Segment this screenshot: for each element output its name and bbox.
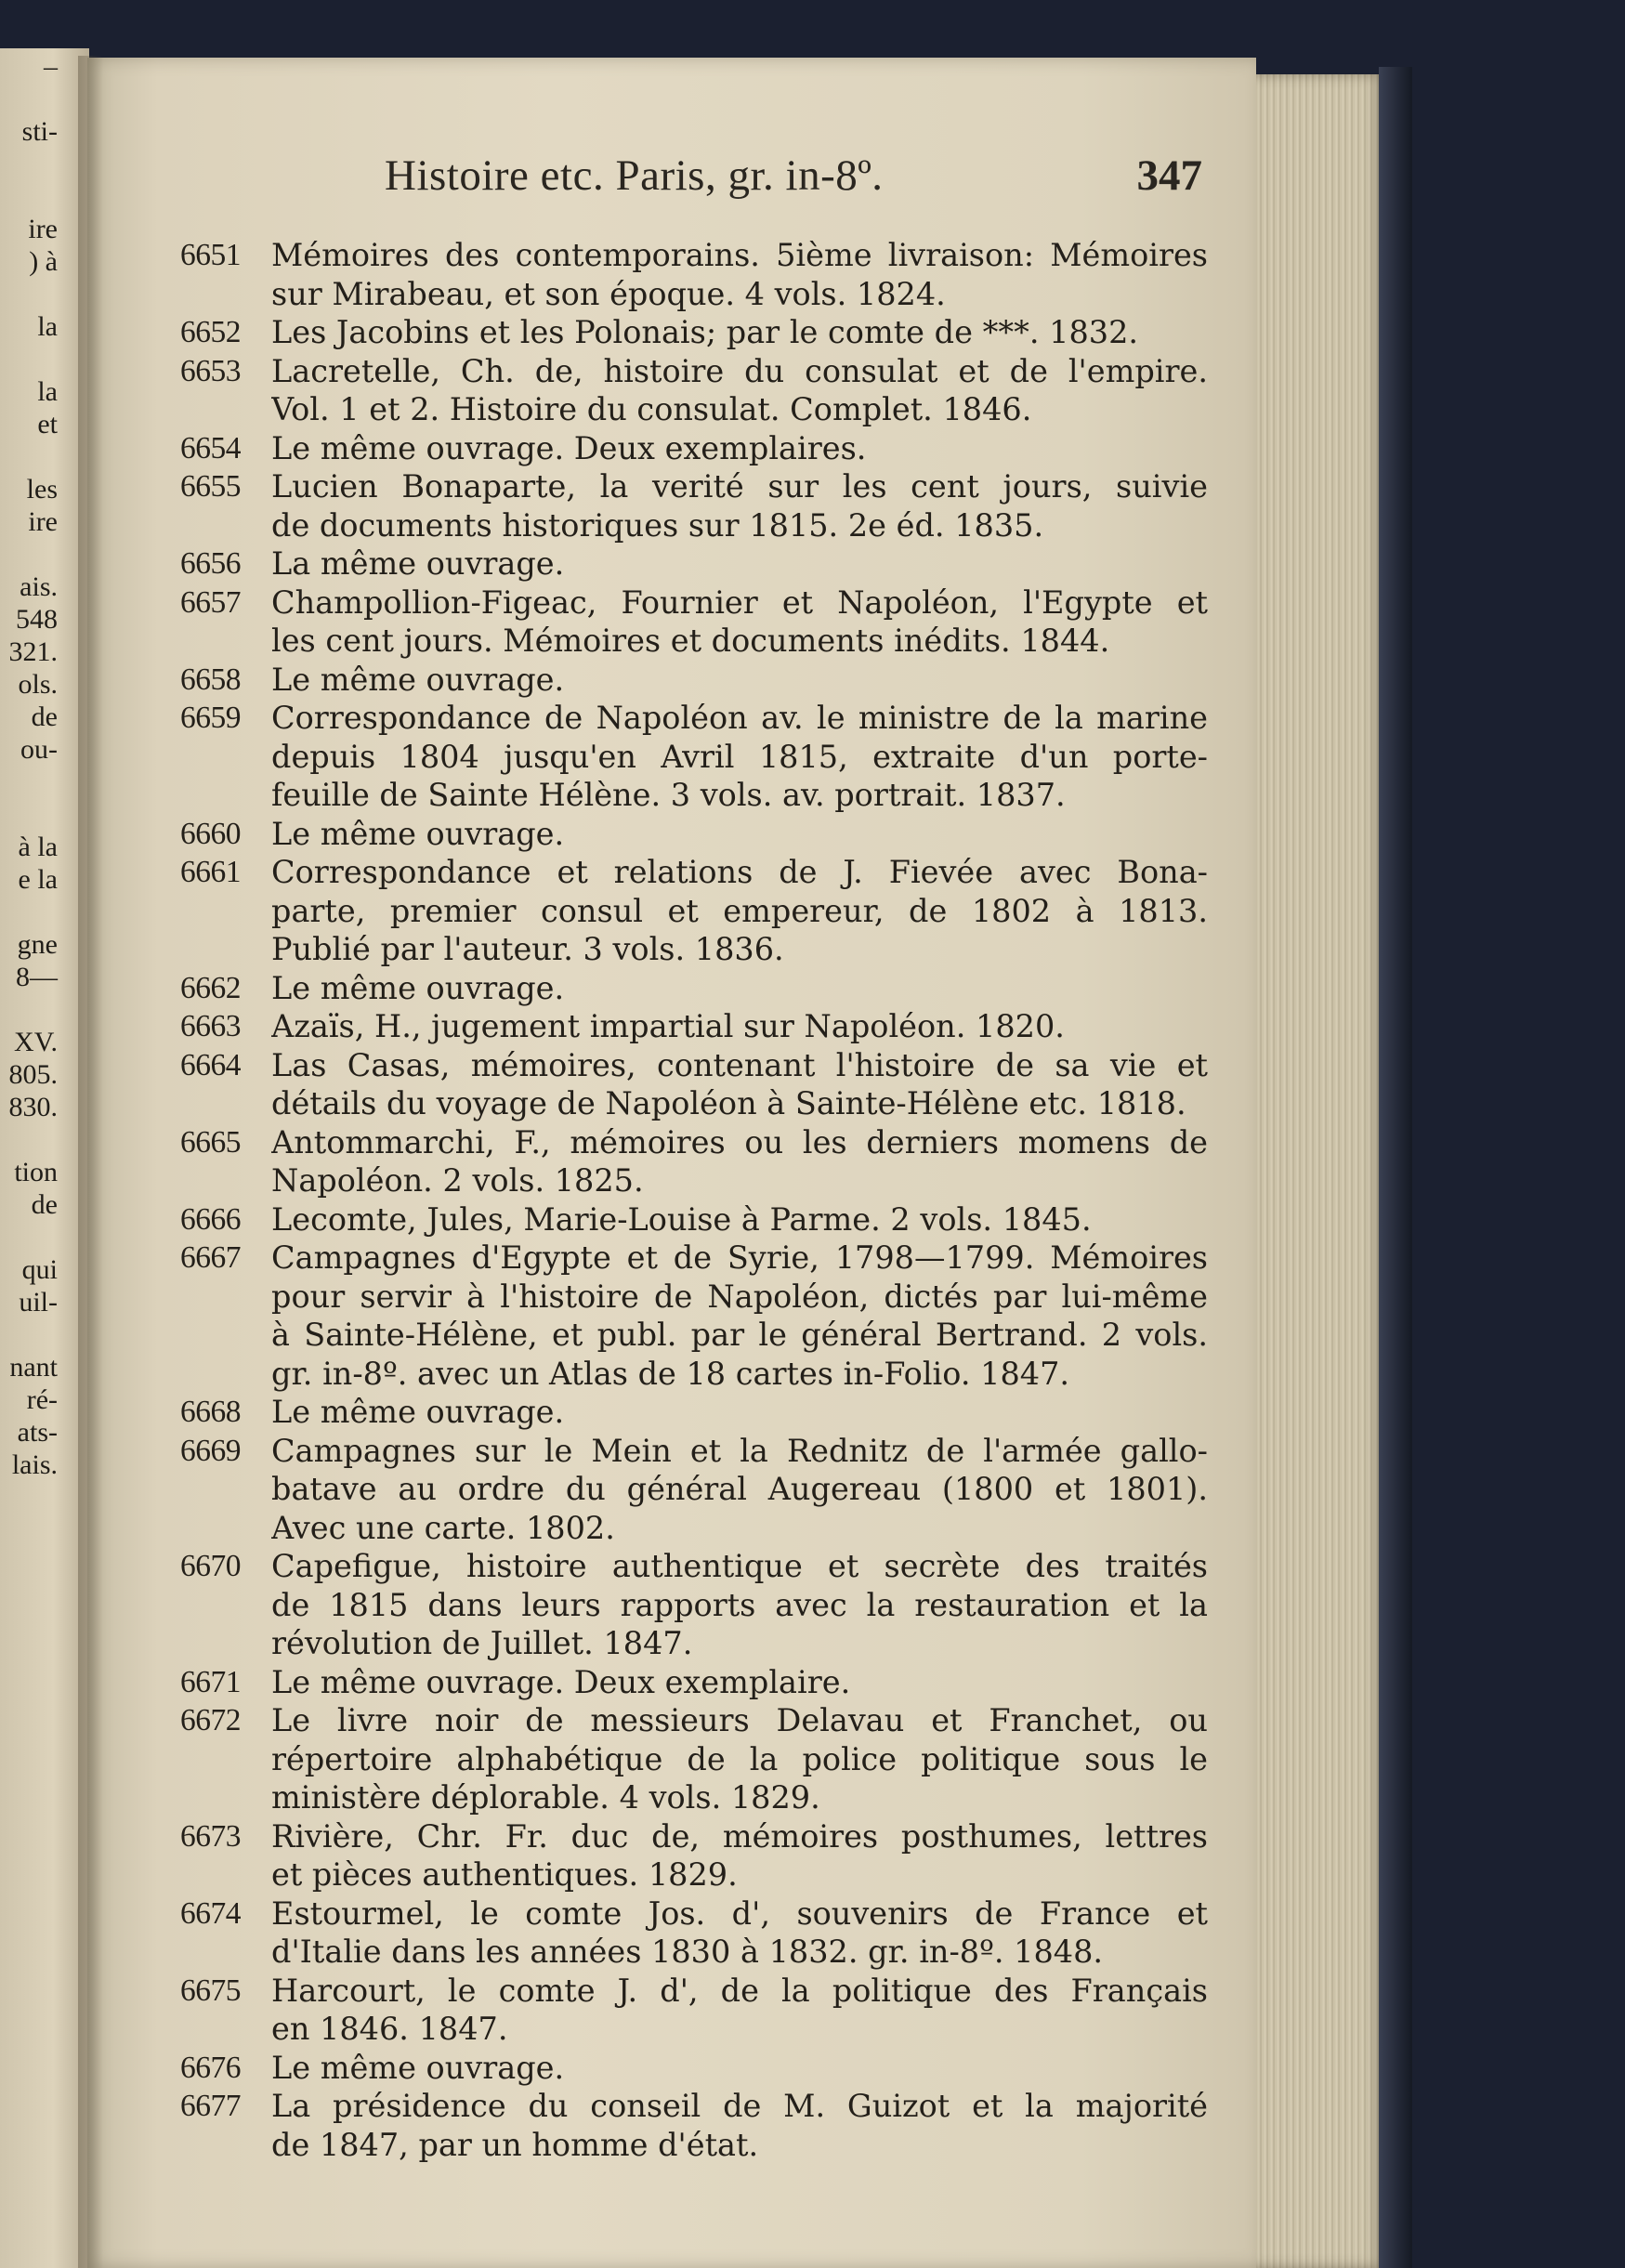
entry-line: Rivière, Chr. Fr. duc de, mémoires posthumes, lettres xyxy=(271,1817,1208,1855)
entry-text xyxy=(271,1701,1208,1817)
catalogue-entry xyxy=(180,313,1208,352)
entry-number: 6666 xyxy=(180,1201,241,1237)
entry-line: Estourmel, le comte Jos. d', souvenirs de France et xyxy=(271,1894,1208,1932)
catalogue-entry xyxy=(180,1200,1208,1239)
entry-line: Le même ouvrage. xyxy=(271,969,565,1006)
entry-number: 6651 xyxy=(180,238,241,272)
entry-text xyxy=(271,1547,1208,1663)
running-header-title: Histoire etc. Paris, gr. in-8º. xyxy=(385,151,884,200)
entry-line: Le même ouvrage. xyxy=(271,815,565,852)
entry-line: Lucien Bonaparte, la verité sur les cent jours, suivie xyxy=(271,468,1208,505)
entry-line: d'Italie dans les années 1830 à 1832. gr. in-8º. 1848. xyxy=(271,1934,1104,1970)
entry-number: 6655 xyxy=(180,469,241,504)
entry-number: 6672 xyxy=(180,1703,241,1737)
catalogue-entry xyxy=(180,1393,1208,1432)
entry-line: Azaïs, H., jugement impartial sur Napoléon. 1820. xyxy=(271,1008,1065,1044)
catalogue-entry xyxy=(180,1123,1208,1200)
catalogue-entry xyxy=(180,853,1208,969)
catalogue-entries xyxy=(180,236,1208,2164)
entry-number: 6676 xyxy=(180,2050,241,2085)
entry-line: en 1846. 1847. xyxy=(271,2011,508,2047)
entry-line: Harcourt, le comte J. d', de la politique des Français xyxy=(271,1972,1208,2009)
entry-text xyxy=(271,699,1208,815)
entry-line: Correspondance et relations de J. Fievée avec Bona- xyxy=(271,854,1208,890)
catalogue-entry xyxy=(180,2087,1208,2164)
catalogue-entry xyxy=(180,1432,1208,1548)
entry-line: répertoire alphabétique de la police politique sous le xyxy=(271,1740,1208,1777)
entry-line: Correspondance de Napoléon av. le ministre de la marine xyxy=(271,700,1208,736)
catalogue-entry xyxy=(180,352,1208,429)
catalogue-entry xyxy=(180,1663,1208,1702)
entry-number: 6670 xyxy=(180,1549,241,1583)
entry-number: 6659 xyxy=(180,701,241,735)
entry-line: Capefigue, histoire authentique et secrète des traités xyxy=(271,1548,1208,1584)
entry-text xyxy=(271,583,1208,661)
catalogue-entry xyxy=(180,1007,1208,1046)
entry-text xyxy=(271,1046,1208,1123)
entry-line: parte, premier consul et empereur, de 1802 à 1813. xyxy=(271,892,1208,929)
entry-line: Napoléon. 2 vols. 1825. xyxy=(271,1162,644,1199)
entry-line: ministère déplorable. 4 vols. 1829. xyxy=(271,1779,820,1816)
catalogue-entry xyxy=(180,544,1208,583)
entry-number: 6668 xyxy=(180,1395,241,1429)
catalogue-entry xyxy=(180,236,1208,313)
entry-text xyxy=(271,1239,1208,1393)
entry-text xyxy=(271,661,1208,700)
entry-line: Le même ouvrage. xyxy=(271,2049,565,2086)
entry-line: Avec une carte. 1802. xyxy=(271,1509,615,1546)
entry-line: La même ouvrage. xyxy=(271,545,565,582)
entry-text xyxy=(271,236,1208,313)
entry-text xyxy=(271,1393,1208,1432)
catalogue-entry xyxy=(180,429,1208,468)
book-page-edges xyxy=(1256,74,1386,2268)
catalogue-entry xyxy=(180,1972,1208,2049)
entry-line: révolution de Juillet. 1847. xyxy=(271,1625,693,1661)
entry-number: 6665 xyxy=(180,1124,241,1160)
book-page xyxy=(87,58,1256,2268)
entry-text xyxy=(271,1432,1208,1548)
entry-line: depuis 1804 jusqu'en Avril 1815, extraite d'un porte- xyxy=(271,738,1208,775)
catalogue-entry xyxy=(180,815,1208,854)
previous-page-text-fragments: – sti- ire ) à la la et les ire ais. 548 321. ols. de ou- à la e la gne 8— XV. 805. 830. tion de qui uil- nant ré- ats- lais. xyxy=(8,51,58,1480)
catalogue-entry xyxy=(180,467,1208,544)
entry-number: 6664 xyxy=(180,1047,241,1082)
entry-number: 6652 xyxy=(180,315,241,349)
catalogue-entry xyxy=(180,1701,1208,1817)
entry-text xyxy=(271,1123,1208,1200)
entry-line: Lecomte, Jules, Marie-Louise à Parme. 2 vols. 1845. xyxy=(271,1200,1092,1238)
running-header xyxy=(385,151,1202,210)
entry-line: gr. in-8º. avec un Atlas de 18 cartes in-Folio. 1847. xyxy=(271,1355,1070,1392)
entry-line: de 1847, par un homme d'état. xyxy=(271,2126,759,2163)
entry-number: 6671 xyxy=(180,1664,241,1699)
entry-number: 6677 xyxy=(180,2089,241,2123)
entry-line: La présidence du conseil de M. Guizot et la majorité xyxy=(271,2088,1208,2124)
catalogue-entry xyxy=(180,1894,1208,1972)
entry-text xyxy=(271,1817,1208,1894)
entry-line: batave au ordre du général Augereau (1800 et 1801). xyxy=(271,1471,1208,1507)
entry-line: détails du voyage de Napoléon à Sainte-Hélène etc. 1818. xyxy=(271,1085,1186,1121)
catalogue-entry xyxy=(180,1046,1208,1123)
entry-line: Les Jacobins et les Polonais; par le comte de ***. 1832. xyxy=(271,314,1139,350)
entry-text xyxy=(271,1972,1208,2049)
entry-line: feuille de Sainte Hélène. 3 vols. av. portrait. 1837. xyxy=(271,777,1066,813)
entry-line: Champollion-Figeac, Fournier et Napoléon, l'Egypte et xyxy=(271,583,1208,621)
entry-line: de documents historiques sur 1815. 2e éd. 1835. xyxy=(271,506,1044,544)
book-cover-edge xyxy=(1379,67,1412,2268)
catalogue-entry xyxy=(180,1239,1208,1393)
entry-text xyxy=(271,429,1208,468)
entry-line: Le même ouvrage. Deux exemplaire. xyxy=(271,1663,851,1700)
entry-line: à Sainte-Hélène, et publ. par le général Bertrand. 2 vols. xyxy=(271,1317,1208,1353)
entry-line: Campagnes d'Egypte et de Syrie, 1798—1799. Mémoires xyxy=(271,1239,1208,1276)
entry-text xyxy=(271,853,1208,969)
catalogue-entry xyxy=(180,583,1208,661)
entry-line: pour servir à l'histoire de Napoléon, dictés par lui-même xyxy=(271,1278,1208,1315)
entry-line: Las Casas, mémoires, contenant l'histoire de sa vie et xyxy=(271,1046,1208,1083)
entry-text xyxy=(271,1007,1208,1046)
catalogue-entry xyxy=(180,699,1208,815)
entry-number: 6658 xyxy=(180,662,241,697)
entry-line: Le même ouvrage. Deux exemplaires. xyxy=(271,429,867,466)
entry-text xyxy=(271,352,1208,429)
entry-text xyxy=(271,1894,1208,1972)
catalogue-entry xyxy=(180,661,1208,700)
entry-text xyxy=(271,544,1208,583)
entry-line: Antommarchi, F., mémoires ou les derniers momens de xyxy=(271,1123,1208,1160)
entry-number: 6663 xyxy=(180,1009,241,1043)
entry-number: 6653 xyxy=(180,353,241,388)
entry-text xyxy=(271,969,1208,1008)
entry-number: 6674 xyxy=(180,1895,241,1931)
page-number: 347 xyxy=(1136,151,1202,200)
entry-line: sur Mirabeau, et son époque. 4 vols. 1824. xyxy=(271,275,946,312)
entry-number: 6657 xyxy=(180,584,241,620)
entry-line: les cent jours. Mémoires et documents inédits. 1844. xyxy=(271,623,1110,659)
catalogue-entry xyxy=(180,969,1208,1008)
entry-number: 6673 xyxy=(180,1818,241,1854)
page-gutter-shadow xyxy=(78,56,106,2268)
catalogue-entry xyxy=(180,1817,1208,1894)
catalogue-entry xyxy=(180,1547,1208,1663)
entry-line: Vol. 1 et 2. Histoire du consulat. Complet. 1846. xyxy=(271,391,1032,427)
entry-text xyxy=(271,1200,1208,1239)
entry-number: 6656 xyxy=(180,546,241,581)
entry-line: Le livre noir de messieurs Delavau et Franchet, ou xyxy=(271,1702,1208,1738)
entry-line: Publié par l'auteur. 3 vols. 1836. xyxy=(271,931,784,967)
entry-text xyxy=(271,2049,1208,2088)
previous-page-edge xyxy=(0,48,89,2268)
entry-number: 6669 xyxy=(180,1433,241,1468)
entry-number: 6661 xyxy=(180,855,241,889)
entry-line: Campagnes sur le Mein et la Rednitz de l'armée gallo- xyxy=(271,1432,1208,1469)
entry-line: et pièces authentiques. 1829. xyxy=(271,1856,738,1893)
entry-text xyxy=(271,467,1208,544)
entry-text xyxy=(271,1663,1208,1702)
entry-text xyxy=(271,815,1208,854)
entry-line: Mémoires des contemporains. 5ième livraison: Mémoires xyxy=(271,237,1208,273)
entry-number: 6660 xyxy=(180,816,241,851)
entry-number: 6675 xyxy=(180,1973,241,2008)
entry-line: Le même ouvrage. xyxy=(271,661,565,698)
entry-number: 6654 xyxy=(180,430,241,465)
entry-line: de 1815 dans leurs rapports avec la restauration et la xyxy=(271,1586,1208,1623)
entry-line: Lacretelle, Ch. de, histoire du consulat et de l'empire. xyxy=(271,352,1208,389)
entry-line: Le même ouvrage. xyxy=(271,1394,565,1430)
catalogue-entry xyxy=(180,2049,1208,2088)
entry-text xyxy=(271,2087,1208,2164)
entry-number: 6662 xyxy=(180,970,241,1005)
entry-text xyxy=(271,313,1208,352)
entry-number: 6667 xyxy=(180,1240,241,1275)
